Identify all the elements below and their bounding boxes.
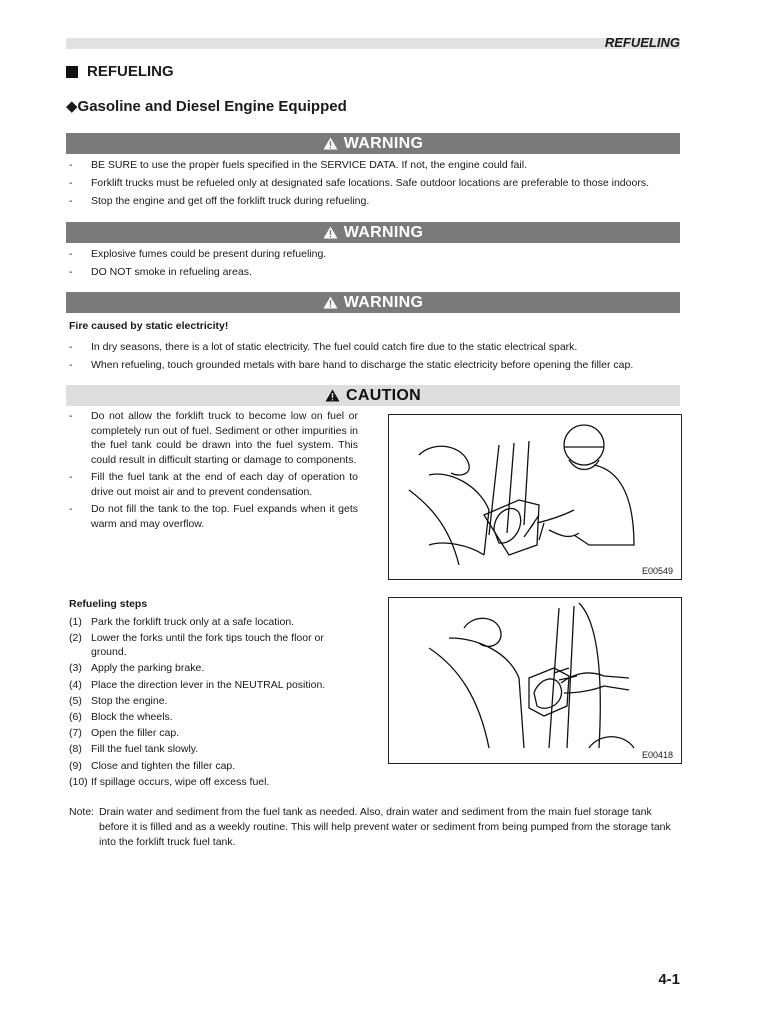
caution-triangle-icon bbox=[325, 389, 340, 402]
list-item: - Do not allow the forklift truck to become low on fuel or completely run out of fuel. Sediment or other impurities in the fuel tank could be drawn into the fuel system. This could result in difficult starting or damage to components. bbox=[69, 410, 358, 466]
filler-cap-illustration-icon bbox=[389, 598, 681, 763]
warning-triangle-icon bbox=[323, 296, 338, 309]
list-item: - DO NOT smoke in refueling areas. bbox=[69, 266, 252, 278]
list-item: - Explosive fumes could be present during refueling. bbox=[69, 248, 327, 260]
square-bullet-icon bbox=[66, 66, 78, 78]
warning-label: WARNING bbox=[343, 293, 424, 311]
caution-label: CAUTION bbox=[346, 386, 421, 404]
step-item: (10) If spillage occurs, wipe off excess fuel. bbox=[69, 775, 270, 788]
figure-code: E00418 bbox=[641, 750, 673, 760]
list-item: - Stop the engine and get off the forklift truck during refueling. bbox=[69, 195, 370, 207]
page-number: 4-1 bbox=[658, 971, 680, 988]
caution-list bbox=[66, 409, 358, 534]
figure-filler-cap bbox=[388, 597, 682, 764]
note-label: Note: bbox=[69, 806, 95, 818]
static-fire-subhead: Fire caused by static electricity! bbox=[69, 320, 229, 332]
refueling-steps-title: Refueling steps bbox=[69, 598, 148, 610]
warning-list-3 bbox=[66, 338, 680, 374]
refueling-steps-list bbox=[69, 615, 361, 791]
step-item: (2) Lower the forks until the fork tips touch the floor or ground. bbox=[69, 632, 324, 659]
warning-list-1 bbox=[66, 156, 680, 210]
header-title: REFUELING bbox=[604, 35, 680, 50]
step-item: (6) Block the wheels. bbox=[69, 710, 173, 723]
section-title bbox=[66, 63, 174, 80]
section-title-text: REFUELING bbox=[87, 63, 174, 80]
warning-triangle-icon bbox=[323, 226, 338, 239]
step-item: (4) Place the direction lever in the NEUTRAL position. bbox=[69, 678, 326, 691]
step-item: (8) Fill the fuel tank slowly. bbox=[69, 743, 199, 756]
warning-label: WARNING bbox=[343, 134, 424, 152]
step-item: (9) Close and tighten the filler cap. bbox=[69, 759, 236, 772]
warning-banner-2 bbox=[66, 222, 680, 243]
step-item: (7) Open the filler cap. bbox=[69, 727, 180, 740]
step-item: (1) Park the forklift truck only at a safe location. bbox=[69, 616, 295, 628]
list-item: - In dry seasons, there is a lot of static electricity. The fuel could catch fire due to the static electrical spark. bbox=[69, 341, 578, 353]
warning-list-2 bbox=[66, 245, 680, 281]
list-item: - BE SURE to use the proper fuels specified in the SERVICE DATA. If not, the engine could fail. bbox=[69, 159, 527, 171]
list-item: - Fill the fuel tank at the end of each day of operation to drive out moist air and to prevent condensation. bbox=[69, 471, 358, 498]
figure-code: E00549 bbox=[641, 566, 673, 576]
warning-label: WARNING bbox=[343, 223, 424, 241]
warning-banner-1 bbox=[66, 133, 680, 154]
list-item: - When refueling, touch grounded metals with bare hand to discharge the static electricity before opening the filler cap. bbox=[69, 359, 634, 371]
list-item: - Do not fill the tank to the top. Fuel expands when it gets warm and may overflow. bbox=[69, 503, 358, 530]
note-text: Drain water and sediment from the fuel tank as needed. Also, drain water and sediment from the main fuel storage tank before it is filled and as a weekly routine. This will help prevent water or sediment from being pumped from the storage tank into the forklift truck fuel tank. bbox=[99, 806, 671, 848]
section-subtitle: ◆Gasoline and Diesel Engine Equipped bbox=[66, 98, 347, 115]
refueling-worker-illustration-icon bbox=[389, 415, 681, 579]
caution-banner bbox=[66, 385, 680, 406]
warning-triangle-icon bbox=[323, 137, 338, 150]
step-item: (3) Apply the parking brake. bbox=[69, 662, 205, 675]
warning-banner-3 bbox=[66, 292, 680, 313]
figure-refueling-worker bbox=[388, 414, 682, 580]
header-bar bbox=[66, 38, 680, 49]
note bbox=[69, 805, 679, 850]
list-item: - Forklift trucks must be refueled only at designated safe locations. Safe outdoor locations are preferable to those indoors. bbox=[69, 177, 649, 189]
step-item: (5) Stop the engine. bbox=[69, 694, 168, 707]
